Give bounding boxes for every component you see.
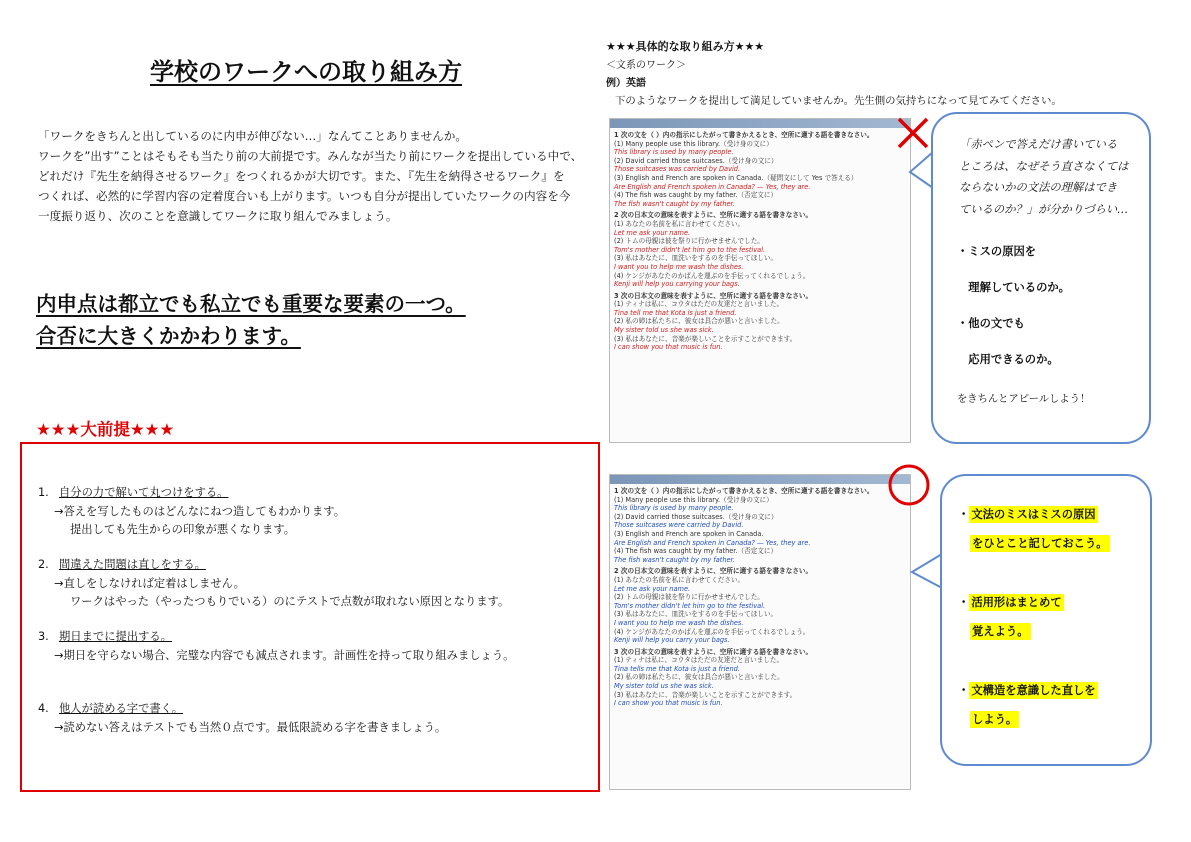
worksheet-answer: This library is used by many people.	[614, 148, 734, 157]
intro-line: 一度振り返り、次のことを意識してワークに取り組んでみましょう。	[38, 209, 398, 223]
rule-number: 1.	[38, 486, 49, 499]
rule-item	[38, 484, 594, 540]
rule-line: →答えを写したものはどんなにねつ造してもわかります。	[54, 504, 345, 518]
headline-line: 内申点は都立でも私立でも重要な要素の一つ。	[36, 292, 466, 316]
point-line: 理解しているのか。	[957, 281, 1070, 294]
intro-paragraph	[38, 126, 590, 226]
worksheet-question: (4) ケンジがあなたのかばんを運ぶのを手伝ってくれるでしょう。	[614, 271, 810, 280]
worksheet-heading: 3 次の日本文の意味を表すように、空所に適する語を書きなさい。	[614, 647, 813, 656]
rule-item	[38, 700, 594, 737]
worksheet-question: (2) トムの母親は彼を祭りに行かせませんでした。	[614, 593, 764, 602]
headline-line: 合否に大きくかかわります。	[36, 324, 301, 348]
worksheet-answer: Kenji will help you carrying your bags.	[614, 280, 740, 289]
intro-line: 「ワークをきちんと出しているのに内申が伸びない…」なんてことありませんか。	[38, 129, 467, 143]
worksheet-question: (2) トムの母親は彼を祭りに行かせませんでした。	[614, 237, 764, 246]
premise-title: ★★★大前提★★★	[36, 420, 175, 439]
tip-item: ・ 活用形はまとめて 覚えよう。	[958, 596, 1062, 638]
worksheet-answer: The fish wasn't caught by my father.	[614, 199, 735, 208]
worksheet-heading: 1 次の文を（ ）内の指示にしたがって書きかえるとき、空所に適する語を書きなさい。	[614, 487, 874, 495]
bubble-points	[957, 234, 1070, 378]
worksheet-question: (1) Many people use this library.（受け身の文に）	[614, 139, 773, 148]
callout-bubble-critique	[931, 112, 1151, 444]
bubble-quote	[959, 134, 1137, 220]
worksheet-answer: The fish wasn't caught by my father.	[614, 555, 735, 564]
worksheet-answer: I can show you that music is fun.	[614, 343, 723, 352]
worksheet-answer: I can show you that music is fun.	[614, 699, 723, 708]
quote-line: 「赤ペンで答えだけ書いている	[959, 138, 1118, 151]
worksheet-question: (3) 私はあなたに、皿洗いをするのを手伝ってほしい。	[614, 254, 778, 263]
rule-item	[38, 628, 594, 665]
rule-line: →直しをしなければ定着はしません。	[54, 576, 245, 590]
point-line: ・ミスの原因を	[957, 245, 1037, 258]
worksheet-header-bar	[610, 119, 910, 128]
worksheet-question: (4) The fish was caught by my father.（否定文に）	[614, 547, 778, 556]
rule-heading: 他人が読める字で書く。	[59, 702, 184, 715]
worksheet-question: (2) David carried those suitcases.（受け身の文に）	[614, 156, 778, 165]
intro-line: どれだけ『先生を納得させるワーク』をつくれるかが大切です。また、『先生を納得させるワーク』を	[38, 169, 565, 183]
callout-bubble-tips	[940, 474, 1152, 766]
worksheet-heading: 2 次の日本文の意味を表すように、空所に適する語を書きなさい。	[614, 211, 813, 220]
worksheet-question: (3) 私はあなたに、音楽が楽しいことを示すことができます。	[614, 690, 797, 699]
rule-line: →期日を守らない場合、完璧な内容でも減点されます。計画性を持って取り組みましょう。	[54, 648, 515, 662]
worksheet-answer: My sister told us she was sick.	[614, 326, 714, 335]
worksheet-header-bar	[610, 475, 910, 484]
worksheet-question: (3) 私はあなたに、皿洗いをするのを手伝ってほしい。	[614, 610, 778, 619]
worksheet-heading: 3 次の日本文の意味を表すように、空所に適する語を書きなさい。	[614, 291, 813, 300]
worksheet-question: (1) あなたの名前を私に言わせてください。	[614, 219, 745, 228]
worksheet-heading: 2 次の日本文の意味を表すように、空所に適する語を書きなさい。	[614, 567, 813, 576]
worksheet-answer: Tina tells me that Kota is just a friend.	[614, 664, 740, 673]
tip-line: 文法のミスはミスの原因	[971, 508, 1096, 521]
worksheet-question: (1) あなたの名前を私に言わせてください。	[614, 575, 745, 584]
bubble-closing: をきちんとアピールしよう！	[957, 393, 1091, 405]
point-line: 応用できるのか。	[957, 353, 1059, 366]
point-line: ・他の文でも	[957, 317, 1025, 330]
section-title: ★★★具体的な取り組み方★★★	[606, 40, 765, 53]
intro-line: ワークを”出す”ことはそもそも当たり前の大前提です。みんなが当たり前にワークを提出している中で、	[38, 149, 583, 163]
tip-item: ・ 文構造を意識した直しを しよう。	[958, 684, 1096, 726]
worksheet-question: (2) David carried those suitcases.（受け身の文に）	[614, 512, 778, 521]
rule-number: 4.	[38, 702, 49, 715]
worksheet-question: (3) English and French are spoken in Canada.（疑問文にして Yes で答える）	[614, 173, 858, 182]
rule-line: →読めない答えはテストでも当然０点です。最低限読める字を書きましょう。	[54, 720, 447, 734]
worksheet-scan-good	[609, 474, 911, 790]
worksheet-answer: Let me ask your name.	[614, 584, 691, 593]
worksheet-answer: Are English and French spoken in Canada? — Yes, they are.	[614, 538, 811, 547]
headline	[36, 288, 466, 352]
rule-subline: 提出しても先生からの印象が悪くなります。	[70, 523, 296, 536]
page-title: 学校のワークへの取り組み方	[150, 58, 462, 86]
quote-line: ているのか？」が分かりづらい…	[959, 202, 1129, 216]
worksheet-answer: My sister told us she was sick.	[614, 682, 714, 691]
worksheet-question: (1) ティナは私に、コウタはただの友達だと言いました。	[614, 300, 784, 309]
worksheet-answer: I want you to help me wash the dishes.	[614, 262, 744, 271]
tip-line: 覚えよう。	[972, 625, 1029, 638]
worksheet-question: (2) 私の姉は私たちに、彼女は具合が悪いと言いました。	[614, 673, 784, 682]
tip-line: 文構造を意識した直しを	[971, 684, 1096, 697]
section-example: 例）英語	[606, 78, 646, 89]
intro-line: つくれば、必然的に学習内容の定着度合いも上がります。いつも自分が提出していたワークの内容を今	[38, 189, 571, 203]
worksheet-heading: 1 次の文を（ ）内の指示にしたがって書きかえるとき、空所に適する語を書きなさい。	[614, 131, 874, 139]
worksheet-answer: Those suitcases was carried by David.	[614, 165, 741, 174]
tip-line: しよう。	[972, 713, 1018, 726]
quote-line: ならないかの文法の理解はでき	[959, 181, 1118, 194]
rule-number: 3.	[38, 630, 49, 643]
worksheet-answer: Tom's mother didn't let him go to the festival.	[614, 601, 766, 610]
worksheet-answer: Those suitcases were carried by David.	[614, 521, 744, 530]
rule-heading: 自分の力で解いて丸つけをする。	[59, 486, 229, 499]
worksheet-answer: Let me ask your name.	[614, 228, 691, 237]
worksheet-question: (4) ケンジがあなたのかばんを運ぶのを手伝ってくれるでしょう。	[614, 627, 810, 636]
worksheet-question: (3) 私はあなたに、音楽が楽しいことを示すことができます。	[614, 334, 797, 343]
worksheet-answer: Kenji will help you carry your bags.	[614, 636, 730, 645]
circle-mark-icon	[886, 462, 932, 508]
worksheet-question: (1) ティナは私に、コウタはただの友達だと言いました。	[614, 656, 784, 665]
worksheet-answer: Tina tell me that Kota is just a friend.	[614, 308, 737, 317]
worksheet-question: (1) Many people use this library.（受け身の文に）	[614, 495, 773, 504]
worksheet-answer: Are English and French spoken in Canada? — Yes, they are.	[614, 182, 811, 191]
worksheet-scan-bad	[609, 118, 911, 443]
tip-item: ・ 文法のミスはミスの原因 をひとこと記しておこう。	[958, 508, 1108, 550]
worksheet-question: (4) The fish was caught by my father.（否定文に）	[614, 191, 778, 200]
worksheet-question: (2) 私の姉は私たちに、彼女は具合が悪いと言いました。	[614, 317, 784, 326]
section-description: 下のようなワークを提出して満足していませんか。先生側の気持ちになって見てみてください。	[615, 95, 1062, 107]
rule-number: 2.	[38, 558, 49, 571]
rule-heading: 期日までに提出する。	[59, 630, 172, 643]
section-subtitle: ＜文系のワーク＞	[606, 60, 686, 71]
cross-mark-icon	[896, 116, 930, 150]
rule-subline: ワークはやった（やったつもりでいる）のにテストで点数が取れない原因となります。	[70, 595, 510, 608]
tip-line: 活用形はまとめて	[971, 596, 1062, 609]
rule-heading: 間違えた問題は直しをする。	[59, 558, 206, 571]
worksheet-question: (3) English and French are spoken in Canada.	[614, 529, 764, 538]
quote-line: ところは、なぜそう直さなくては	[959, 159, 1129, 173]
tip-line: をひとこと記しておこう。	[972, 537, 1108, 550]
worksheet-answer: I want you to help me wash the dishes.	[614, 618, 744, 627]
worksheet-answer: This library is used by many people.	[614, 504, 734, 513]
premise-box	[20, 442, 600, 792]
bubble2-tail	[910, 552, 944, 592]
worksheet-answer: Tom's mother didn't let him go to the festival.	[614, 245, 766, 254]
rule-item	[38, 556, 594, 612]
